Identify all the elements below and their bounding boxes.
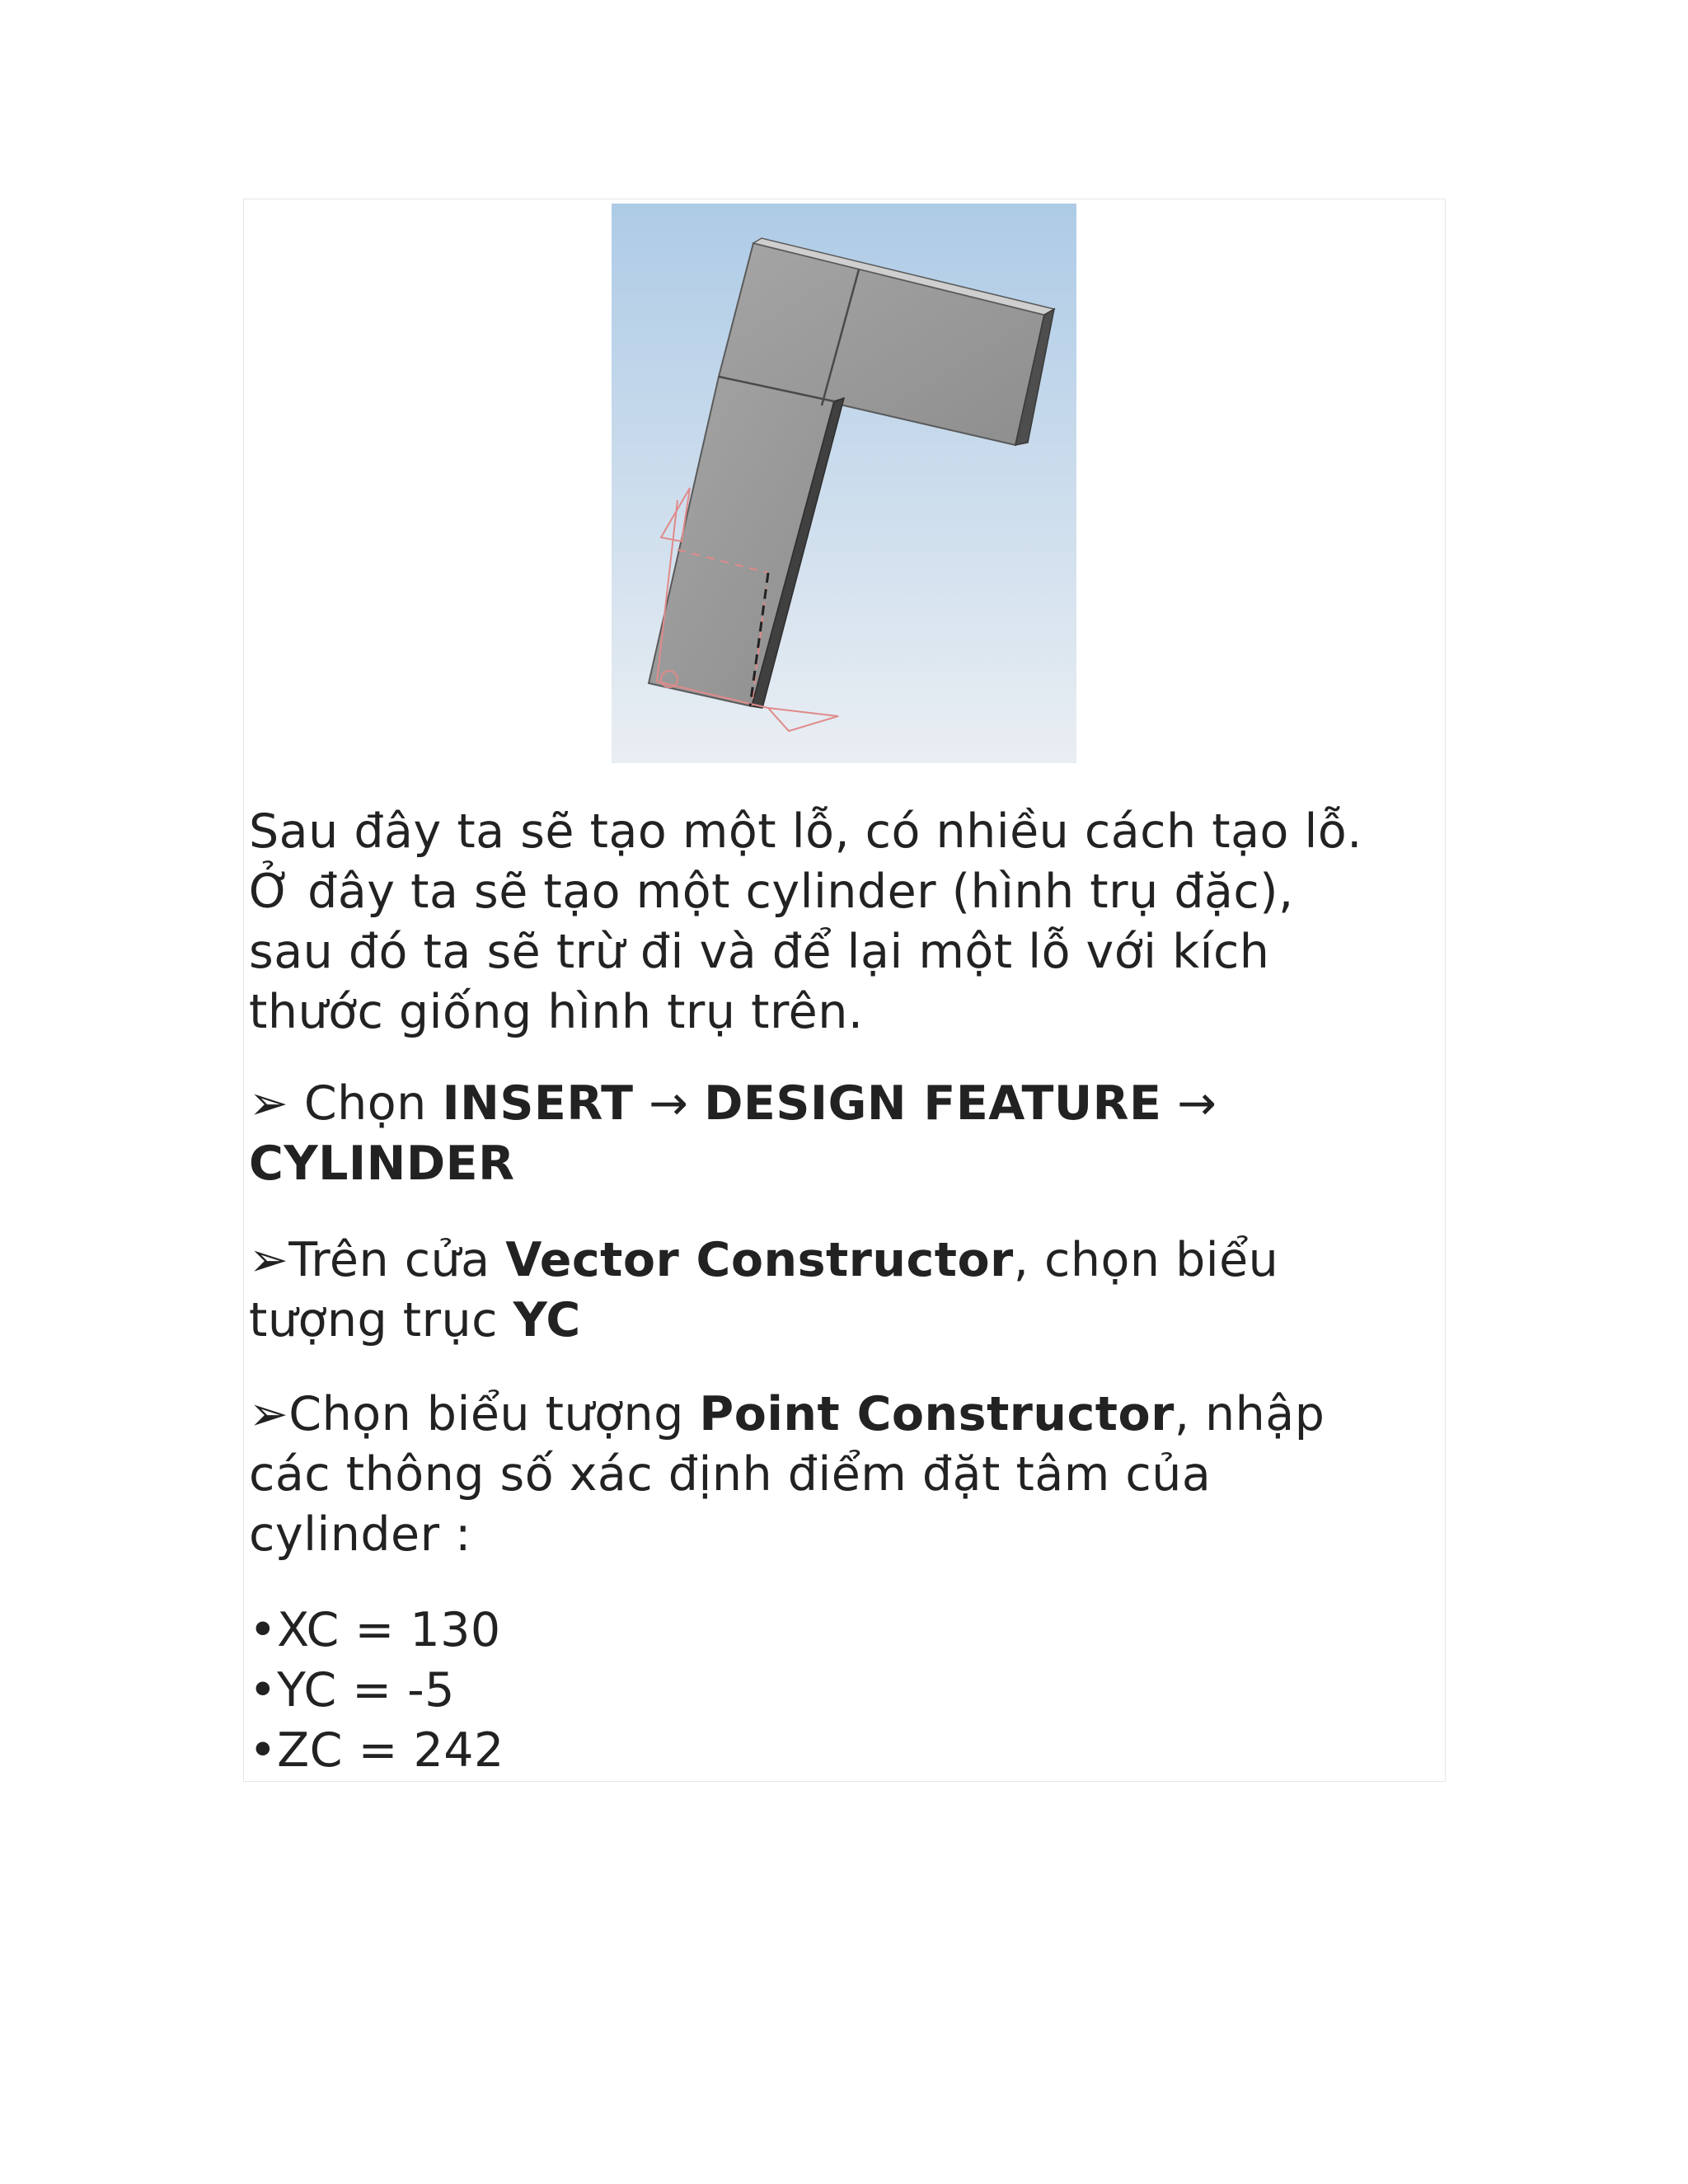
menu-cylinder: CYLINDER [249, 1137, 515, 1191]
intro-line-3: sau đó ta sẽ trừ đi và để lại một lỗ với kích [249, 925, 1270, 979]
step-point-constructor [249, 1385, 1436, 1565]
step3-prefix: Chọn biểu tượng [288, 1387, 700, 1441]
step3-line-1 [249, 1385, 1436, 1445]
intro-line-1: Sau đây ta sẽ tạo một lỗ, có nhiều cách tạo lỗ. [249, 804, 1362, 859]
menu-arrow: → [1161, 1076, 1217, 1131]
step-bullet-icon: ➢ [249, 1076, 289, 1131]
axis-yc: YC [513, 1293, 581, 1347]
coord-xc: •XC = 130 [249, 1603, 501, 1657]
step-vector-constructor [249, 1230, 1436, 1351]
coord-zc: •ZC = 242 [249, 1723, 504, 1778]
step2-suffix: , chọn biểu [1013, 1233, 1279, 1287]
step2-prefix: Trên cửa [288, 1233, 506, 1287]
step-insert-cylinder [249, 1074, 1436, 1194]
tool-point-constructor: Point Constructor [699, 1387, 1175, 1441]
intro-line-2: Ở đây ta sẽ tạo một cylinder (hình trụ đặc), [249, 865, 1294, 919]
dialog-vector-constructor: Vector Constructor [505, 1233, 1014, 1287]
coord-yc: •YC = -5 [249, 1663, 455, 1718]
step1-line-2 [249, 1134, 1436, 1194]
menu-arrow: → [633, 1076, 705, 1131]
menu-design-feature: DESIGN FEATURE [704, 1076, 1162, 1131]
intro-line-4: thước giống hình trụ trên. [249, 985, 864, 1039]
step1-line-1 [249, 1074, 1436, 1134]
step-bullet-icon: ➢ [249, 1387, 289, 1441]
cad-l-bracket-icon [612, 204, 1076, 763]
cad-model-image [612, 204, 1076, 763]
step3-line-3: cylinder : [249, 1507, 471, 1562]
step-bullet-icon: ➢ [249, 1233, 289, 1287]
menu-insert: INSERT [442, 1076, 634, 1131]
step2-line-2 [249, 1291, 1436, 1351]
step3-line-2: các thông số xác định điểm đặt tâm của [249, 1447, 1212, 1502]
step2-line-1 [249, 1230, 1436, 1291]
step1-prefix: Chọn [288, 1076, 443, 1131]
step2-line2-prefix: tượng trục [249, 1293, 513, 1347]
coordinate-list [249, 1601, 1436, 1781]
intro-paragraph [249, 802, 1436, 1043]
step3-suffix: , nhập [1174, 1387, 1325, 1441]
